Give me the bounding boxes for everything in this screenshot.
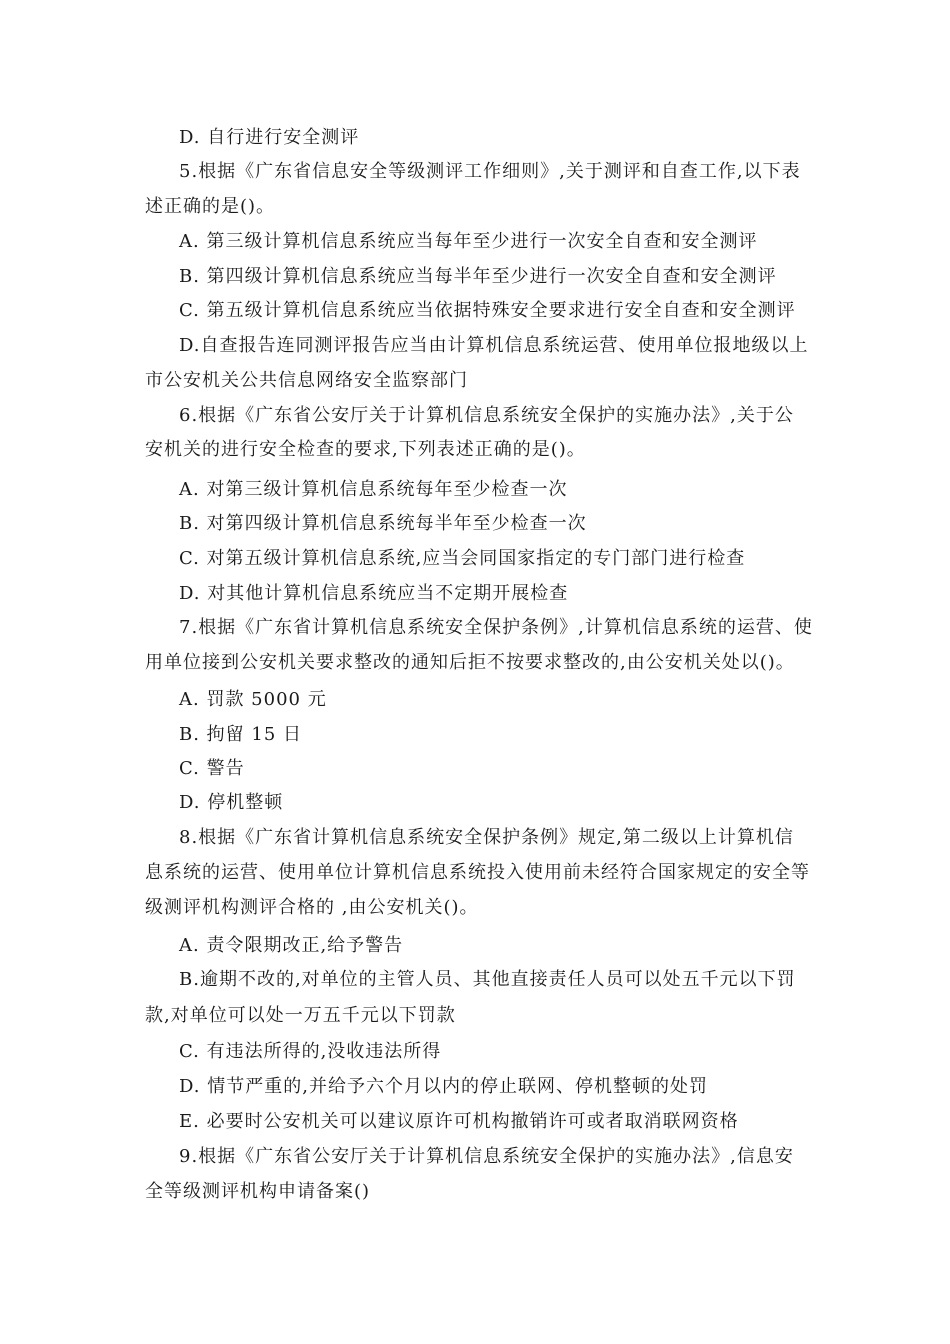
option-b-q6: B. 对第四级计算机信息系统每半年至少检查一次 (179, 513, 587, 534)
option-d-q5-line-2: 市公安机关公共信息网络安全监察部门 (145, 370, 468, 391)
option-c-q6: C. 对第五级计算机信息系统,应当会同国家指定的专门部门进行检查 (179, 548, 746, 569)
option-d-q8: D. 情节严重的,并给予六个月以内的停止联网、停机整顿的处罚 (179, 1076, 708, 1097)
option-e-q8: E. 必要时公安机关可以建议原许可机构撤销许可或者取消联网资格 (179, 1111, 739, 1132)
question-7-line-1: 7.根据《广东省计算机信息系统安全保护条例》,计算机信息系统的运营、使 (179, 617, 813, 638)
option-d-q7: D. 停机整顿 (179, 792, 284, 813)
option-a-q8: A. 责令限期改正,给予警告 (179, 935, 404, 956)
option-d-q6: D. 对其他计算机信息系统应当不定期开展检查 (179, 583, 569, 604)
question-9-line-1: 9.根据《广东省公安厅关于计算机信息系统安全保护的实施办法》,信息安 (179, 1146, 794, 1167)
option-d-q5-line-1: D.自查报告连同测评报告应当由计算机信息系统运营、使用单位报地级以上 (179, 335, 809, 356)
question-5-line-1: 5.根据《广东省信息安全等级测评工作细则》,关于测评和自查工作,以下表 (179, 161, 801, 182)
option-b-q8-line-2: 款,对单位可以处一万五千元以下罚款 (145, 1005, 456, 1026)
question-5-line-2: 述正确的是()。 (145, 196, 276, 217)
option-a-q7: A. 罚款 5000 元 (179, 689, 327, 710)
question-7-line-2: 用单位接到公安机关要求整改的通知后拒不按要求整改的,由公安机关处以()。 (145, 652, 795, 673)
option-c-q5: C. 第五级计算机信息系统应当依据特殊安全要求进行安全自查和安全测评 (179, 300, 796, 321)
option-b-q5: B. 第四级计算机信息系统应当每半年至少进行一次安全自查和安全测评 (179, 266, 777, 287)
option-c-q7: C. 警告 (179, 758, 245, 779)
question-8-line-1: 8.根据《广东省计算机信息系统安全保护条例》规定,第二级以上计算机信 (179, 827, 794, 848)
question-8-line-3: 级测评机构测评合格的 ,由公安机关()。 (145, 897, 479, 918)
option-c-q8: C. 有违法所得的,没收违法所得 (179, 1041, 442, 1062)
question-6-line-1: 6.根据《广东省公安厅关于计算机信息系统安全保护的实施办法》,关于公 (179, 405, 794, 426)
option-d-q4: D. 自行进行安全测评 (179, 127, 360, 148)
option-b-q7: B. 拘留 15 日 (179, 724, 303, 745)
question-6-line-2: 安机关的进行安全检查的要求,下列表述正确的是()。 (145, 439, 586, 460)
option-a-q5: A. 第三级计算机信息系统应当每年至少进行一次安全自查和安全测评 (179, 231, 758, 252)
option-b-q8-line-1: B.逾期不改的,对单位的主管人员、其他直接责任人员可以处五千元以下罚 (179, 969, 796, 990)
question-9-line-2: 全等级测评机构申请备案() (145, 1181, 371, 1202)
question-8-line-2: 息系统的运营、使用单位计算机信息系统投入使用前未经符合国家规定的安全等 (145, 862, 810, 883)
option-a-q6: A. 对第三级计算机信息系统每年至少检查一次 (179, 479, 568, 500)
